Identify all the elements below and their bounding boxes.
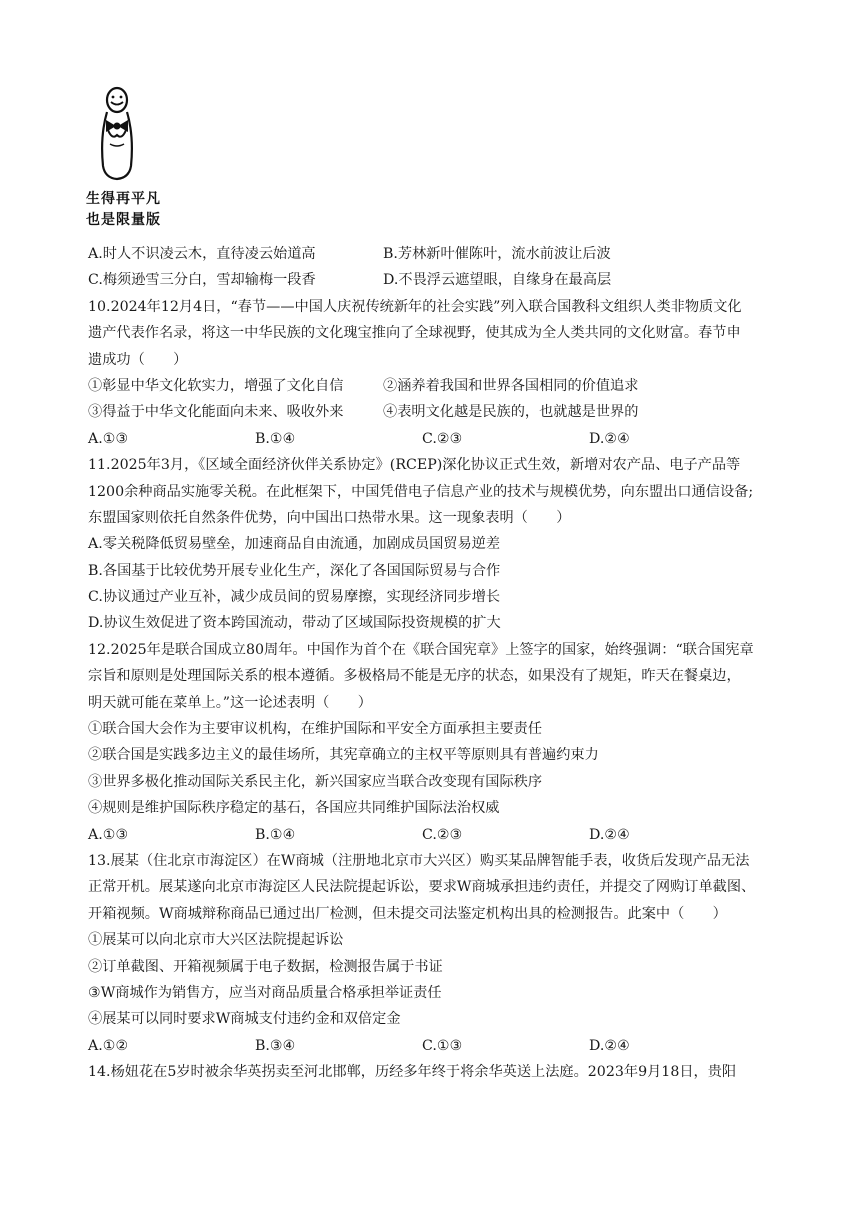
- q12-option-d[interactable]: D.②④: [589, 826, 630, 843]
- q9-option-c[interactable]: C.梅须逊雪三分白，雪却输梅一段香: [88, 272, 316, 289]
- q10-statement-3: ③得益于中华文化能面向未来、吸收外来: [88, 404, 344, 421]
- q9-option-a[interactable]: A.时人不识凌云木，直待凌云始道高: [88, 246, 316, 262]
- q13-option-b[interactable]: B.③④: [255, 1037, 296, 1054]
- q11-option-c[interactable]: C.协议通过产业互补，减少成员间的贸易摩擦，实现经济同步增长: [88, 589, 501, 606]
- q10-statement-4: ④表明文化越是民族的，也就越是世界的: [383, 404, 639, 421]
- q10-option-c[interactable]: C.②③: [422, 430, 463, 447]
- q9-options-row-1: [88, 241, 798, 267]
- q13-option-d[interactable]: D.②④: [589, 1037, 630, 1054]
- q12-stem-line: 12.2025年是联合国成立80周年。中国作为首个在《联合国宪章》上签字的国家，始终强调：“联合国宪章: [88, 641, 754, 658]
- q13-statement-1: ①展某可以向北京市大兴区法院提起诉讼: [88, 932, 344, 949]
- q11-stem-line: 1200余种商品实施零关税。在此框架下，中国凭借电子信息产业的技术与规模优势，向东盟出口通信设备;: [88, 483, 754, 500]
- q10-stem-line: 10.2024年12月4日，“春节——中国人庆祝传统新年的社会实践”列入联合国教科文组织人类非物质文化: [88, 298, 742, 315]
- q11-option-a[interactable]: A.零关税降低贸易壁垒，加速商品自由流通，加剧成员国贸易逆差: [88, 536, 501, 553]
- question-content: [88, 241, 798, 1086]
- q13-options: [88, 1033, 798, 1059]
- q10-option-a[interactable]: A.①③: [88, 430, 129, 447]
- q13-option-a[interactable]: A.①②: [88, 1037, 129, 1054]
- caption-line-1: 生得再平凡: [86, 191, 161, 207]
- q13-stem-line: 开箱视频。W商城辩称商品已通过出厂检测，但未提交司法鉴定机构出具的检测报告。此案中（ ）: [88, 905, 727, 922]
- q10-statements-row-2: [88, 399, 798, 425]
- q12-option-a[interactable]: A.①③: [88, 826, 129, 843]
- q13-stem-line: 正常开机。展某遂向北京市海淀区人民法院提起诉讼，要求W商城承担违约责任，并提交了网购订单截图、: [88, 879, 756, 896]
- q10-statement-1: ①彰显中华文化软实力，增强了文化自信: [88, 377, 344, 394]
- q11-stem-line: 11.2025年3月，《区域全面经济伙伴关系协定》(RCEP)深化协议正式生效，新增对农产品、电子产品等: [88, 457, 741, 474]
- q10-statements-row-1: [88, 373, 798, 399]
- q12-statement-4: ④规则是维护国际秩序稳定的基石，各国应共同维护国际法治权威: [88, 800, 500, 817]
- cartoon-figure-icon: [94, 86, 140, 186]
- q11-option-d[interactable]: D.协议生效促进了资本跨国流动，带动了区域国际投资规模的扩大: [88, 615, 501, 632]
- q10-stem-line: 遗产代表作名录，将这一中华民族的文化瑰宝推向了全球视野，使其成为全人类共同的文化财富。春节申: [88, 325, 741, 342]
- q13-statement-3: ③W商城作为销售方，应当对商品质量合格承担举证责任: [88, 984, 442, 1001]
- q9-option-b[interactable]: B.芳林新叶催陈叶，流水前波让后波: [383, 246, 611, 262]
- q10-options: [88, 426, 798, 452]
- q13-stem-line: 13.展某（住北京市海淀区）在W商城（注册地北京市大兴区）购买某品牌智能手表，收货后发现产品无法: [88, 852, 750, 869]
- q13-statement-2: ②订单截图、开箱视频属于电子数据，检测报告属于书证: [88, 958, 443, 975]
- q9-option-d[interactable]: D.不畏浮云遮望眼，自缘身在最高层: [383, 272, 612, 289]
- q12-options: [88, 822, 798, 848]
- q12-statement-2: ②联合国是实践多边主义的最佳场所，其宪章确立的主权平等原则具有普遍约束力: [88, 747, 599, 764]
- q12-option-b[interactable]: B.①④: [255, 826, 296, 843]
- q11-option-b[interactable]: B.各国基于比较优势开展专业化生产，深化了各国国际贸易与合作: [88, 562, 501, 579]
- q12-stem-line: 宗旨和原则是处理国际关系的根本遵循。多极格局不能是无序的状态，如果没有了规矩，昨天在餐桌边，: [88, 668, 741, 685]
- q12-stem-line: 明天就可能在菜单上。”这一论述表明（ ）: [88, 694, 372, 711]
- q14-stem-line: 14.杨妞花在5岁时被余华英拐卖至河北邯郸，历经多年终于将余华英送上法庭。2023年9月18日，贵阳: [88, 1064, 737, 1081]
- q12-statement-3: ③世界多极化推动国际关系民主化，新兴国家应当联合改变现有国际秩序: [88, 773, 543, 790]
- q10-statement-2: ②涵养着我国和世界各国相同的价值追求: [383, 377, 639, 394]
- illustration: [86, 86, 166, 231]
- q11-stem-line: 东盟国家则依托自然条件优势，向中国出口热带水果。这一现象表明（ ）: [88, 509, 571, 526]
- q12-option-c[interactable]: C.②③: [422, 826, 463, 843]
- caption-line-2: 也是限量版: [86, 212, 161, 228]
- q10-option-b[interactable]: B.①④: [255, 430, 296, 447]
- q12-statement-1: ①联合国大会作为主要审议机构，在维护国际和平安全方面承担主要责任: [88, 721, 543, 738]
- q13-statement-4: ④展某可以同时要求W商城支付违约金和双倍定金: [88, 1011, 401, 1028]
- q10-option-d[interactable]: D.②④: [589, 430, 630, 447]
- q10-stem-line: 遗成功（ ）: [88, 351, 188, 368]
- q13-option-c[interactable]: C.①③: [422, 1037, 463, 1054]
- q9-options-row-2: [88, 267, 798, 293]
